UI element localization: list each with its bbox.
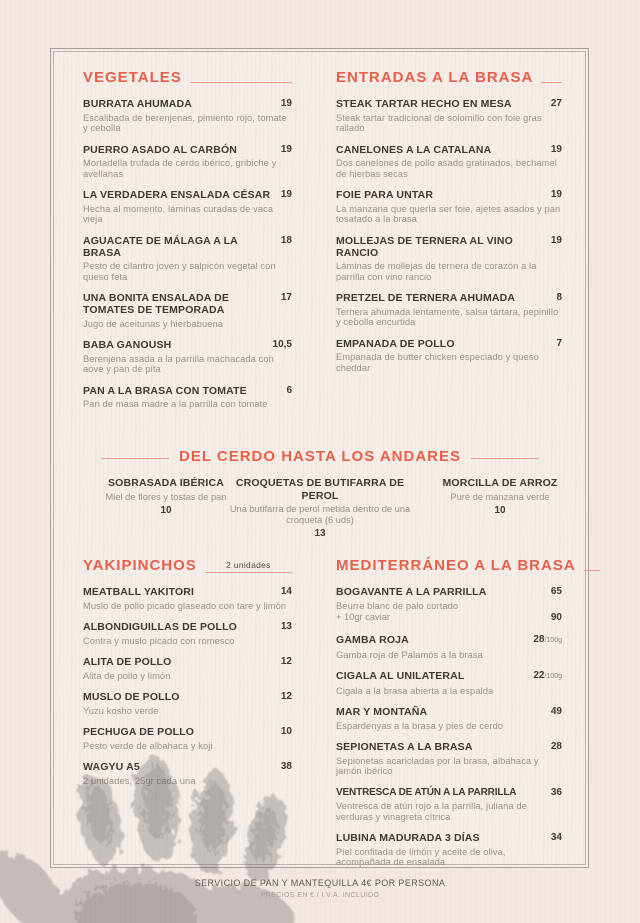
dish-name: BURRATA AHUMADA xyxy=(83,98,192,110)
dish-price: 34 xyxy=(550,832,562,843)
dish-name: MORCILLA DE ARROZ xyxy=(442,477,558,489)
menu-item-header xyxy=(83,144,292,156)
menu-footer xyxy=(0,878,640,899)
bread-service-note: SERVICIO DE PAN Y MANTEQUILLA 4€ POR PERSONA xyxy=(194,878,446,888)
section-header xyxy=(336,557,576,574)
menu-item-header xyxy=(83,691,292,703)
menu-item xyxy=(83,761,292,786)
dish-supplement xyxy=(336,612,562,624)
menu-item-header xyxy=(83,292,292,316)
dish-description: Pesto verde de albahaca y koji xyxy=(83,740,213,751)
dish-price: 17 xyxy=(280,292,292,303)
menu-item-header xyxy=(336,189,562,201)
menu-item xyxy=(412,477,588,516)
dish-description: Escalibada de berenjenas, pimiento rojo, tomate y cebolla xyxy=(83,112,287,133)
dish-description: La manzana que quería ser foie, ajetes asados y pan tosatado a la brasa xyxy=(336,203,561,224)
dish-name: AGUACATE DE MÁLAGA A LA BRASA xyxy=(83,234,238,259)
section-title: YAKIPINCHOS xyxy=(83,557,197,574)
menu-item xyxy=(83,726,292,751)
dish-description: Gamba roja de Palamós a la brasa xyxy=(336,649,483,660)
dish-name: CANELONES A LA CATALANA xyxy=(336,143,492,156)
dish-price: 18 xyxy=(280,234,292,246)
menu-item-header xyxy=(336,832,562,844)
menu-item xyxy=(83,235,292,283)
section-title: MEDITERRÁNEO A LA BRASA xyxy=(336,557,576,574)
menu-item-header xyxy=(336,634,562,647)
section-vegetales xyxy=(83,70,292,420)
dish-price: 22/100g xyxy=(533,670,562,681)
price-unit: /100g xyxy=(544,637,562,644)
menu-item-header xyxy=(83,235,292,259)
dish-name: LUBINA MADURADA 3 DÍAS xyxy=(336,832,480,844)
dish-description: 2 unidades, 25gr cada una xyxy=(83,775,196,786)
dish-description: Contra y muslo picado con romesco xyxy=(83,635,235,646)
menu-item-header xyxy=(336,706,562,718)
menu-item-header xyxy=(336,338,562,350)
menu-item xyxy=(336,741,562,777)
menu-item xyxy=(336,706,562,731)
menu-item-header xyxy=(336,787,562,799)
menu-item xyxy=(83,189,292,225)
menu-item xyxy=(83,385,292,410)
dish-description: Una butifarra de perol metida dentro de una croqueta (6 uds) xyxy=(229,504,411,525)
dish-description: Mortadella trufada de cerdo ibérico, gribiche y avellanas xyxy=(83,158,277,179)
section-yakipinchos xyxy=(83,558,292,796)
dish-name: SEPIONETAS A LA BRASA xyxy=(336,741,473,753)
dish-description: Láminas de mollejas de ternera de corazón a la parrilla con vino rancio xyxy=(336,261,537,282)
menu-item xyxy=(336,832,562,868)
menu-item xyxy=(336,787,562,823)
menu-item xyxy=(336,292,562,328)
dish-name: UNA BONITA ENSALADA DE TOMATES DE TEMPORADA xyxy=(83,292,230,316)
dish-description: Beurre blanc de palo cortado xyxy=(336,600,459,611)
section-underline xyxy=(541,82,562,83)
dish-price: 12 xyxy=(280,691,292,702)
section-header-cerdo xyxy=(60,449,580,464)
supplement-text: + 10gr caviar xyxy=(336,612,391,622)
menu-item-header xyxy=(83,621,292,633)
dish-description: Hecha al momento, láminas curadas de vaca vieja xyxy=(83,203,274,224)
dish-price: 12 xyxy=(280,656,292,667)
dish-description: Cigala a la brasa abierta a la espalda xyxy=(336,685,494,696)
dish-price: 6 xyxy=(286,384,292,396)
section-title: DEL CERDO HASTA LOS ANDARES xyxy=(178,448,461,465)
dish-description: Pan de masa madre a la parrilla con tomate xyxy=(83,399,268,409)
dish-price: 10,5 xyxy=(272,339,292,350)
dish-name: EMPANADA DE POLLO xyxy=(336,337,455,350)
dish-name: FOIE PARA UNTAR xyxy=(336,189,434,201)
dish-name: ALITA DE POLLO xyxy=(83,656,172,668)
dish-price: 19 xyxy=(280,143,292,155)
dish-name: VENTRESCA DE ATÚN A LA PARRILLA xyxy=(336,786,517,798)
dish-description: Jugo de aceitunas y hierbabuena xyxy=(83,318,224,329)
dish-price: 10 xyxy=(280,726,292,737)
menu-item xyxy=(83,144,292,180)
dish-price: 36 xyxy=(550,786,562,798)
vat-note: PRECIOS EN € / I.V.A. INCLUIDO xyxy=(260,892,380,899)
dish-price: 19 xyxy=(280,189,292,200)
dish-price: 38 xyxy=(280,761,292,772)
dish-description: Piel confitada de limón y aceite de oliva, acompañada de ensalada xyxy=(336,846,506,867)
dish-description: Pesto de cilantro joven y salpicón vegetal con queso feta xyxy=(83,261,276,282)
menu-item xyxy=(83,691,292,716)
dish-name: PECHUGA DE POLLO xyxy=(83,726,195,738)
menu-item-header xyxy=(83,656,292,668)
dish-name: CROQUETAS DE BUTIFARRA DE PEROL xyxy=(235,477,405,502)
menu-item xyxy=(336,189,562,225)
menu-item-header xyxy=(336,98,562,110)
dish-price: 19 xyxy=(550,189,562,200)
dish-price: 28 xyxy=(550,741,562,752)
dish-name: WAGYU A5 xyxy=(83,761,140,773)
dish-description: Empanada de butter chicken especiado y queso cheddar xyxy=(336,352,539,373)
dish-name: SOBRASADA IBÉRICA xyxy=(108,477,224,489)
dish-name: STEAK TARTAR HECHO EN MESA xyxy=(336,98,512,110)
menu-item xyxy=(336,634,562,660)
units-label: 2 unidades xyxy=(226,560,271,570)
menu-item-header xyxy=(83,726,292,738)
dish-name: PUERRO ASADO AL CARBÓN xyxy=(83,143,238,156)
menu-item xyxy=(83,98,292,134)
dish-description: Alita de pollo y limón xyxy=(83,670,171,681)
section-header xyxy=(83,558,292,573)
dish-description: Muslo de pollo picado glaseado con tare y limón xyxy=(83,600,287,611)
dish-name: CIGALA AL UNILATERAL xyxy=(336,670,465,682)
dish-description: Miel de flores y tostas de pan xyxy=(105,491,227,502)
dish-price: 7 xyxy=(556,337,562,349)
dish-price: 19 xyxy=(280,98,292,109)
header-rule-right xyxy=(471,458,539,459)
dish-name: MAR Y MONTAÑA xyxy=(336,706,428,718)
dish-name: LA VERDADERA ENSALADA CÉSAR xyxy=(83,189,271,201)
dish-name: ALBONDIGUILLAS DE POLLO xyxy=(83,621,237,633)
section-title: VEGETALES xyxy=(83,69,182,86)
dish-name: MUSLO DE POLLO xyxy=(83,691,180,703)
supplement-price: 90 xyxy=(550,612,562,623)
menu-item-header xyxy=(336,235,562,259)
menu-item-header xyxy=(336,292,562,304)
dish-name: PRETZEL DE TERNERA AHUMADA xyxy=(336,292,516,304)
header-rule-left xyxy=(101,458,169,459)
dish-description: Berenjena asada a la parrilla machacada con aove y pan de pita xyxy=(83,353,274,374)
menu-item-header xyxy=(336,586,562,598)
dish-price: 27 xyxy=(550,98,562,109)
menu-item-header xyxy=(336,670,562,683)
menu-item-header xyxy=(83,586,292,598)
menu-item xyxy=(336,235,562,283)
section-header xyxy=(336,70,562,85)
dish-price: 8 xyxy=(556,292,562,303)
dish-price: 14 xyxy=(280,586,292,597)
dish-name: GAMBA ROJA xyxy=(336,634,409,646)
dish-price: 19 xyxy=(550,143,562,155)
units-note xyxy=(205,560,292,573)
menu-item-header xyxy=(83,385,292,397)
dish-name: PAN A LA BRASA CON TOMATE xyxy=(83,384,247,397)
dish-price: 28/100g xyxy=(533,634,562,645)
dish-name: BOGAVANTE A LA PARRILLA xyxy=(336,586,487,598)
dish-price: 13 xyxy=(280,621,292,632)
dish-name: MEATBALL YAKITORI xyxy=(83,586,195,598)
menu-item-header xyxy=(83,98,292,110)
menu-item xyxy=(336,338,562,374)
dish-description: Dos canelones de pollo asado gratinados, bechamel de hierbas secas xyxy=(336,158,557,179)
dish-name: BABA GANOUSH xyxy=(83,339,172,351)
dish-description: Steak tartar tradicional de solomillo con foie gras rallado xyxy=(336,112,542,133)
dish-description: Ventresca de atún rojo a la parrilla, juliana de verduras y vinagreta cítrica xyxy=(336,801,527,822)
menu-item xyxy=(83,586,292,611)
dish-price: 13 xyxy=(314,528,326,539)
dish-description: Sepionetas acariciadas por la brasa, albahaca y jamón ibérico xyxy=(336,755,539,776)
menu-item xyxy=(336,98,562,134)
menu-item-header xyxy=(83,339,292,351)
dish-price: 49 xyxy=(550,706,562,717)
section-title: ENTRADAS A LA BRASA xyxy=(336,69,534,86)
section-underline xyxy=(190,82,292,83)
dish-price: 19 xyxy=(550,234,562,246)
menu-item xyxy=(336,586,562,624)
dish-name: MOLLEJAS DE TERNERA AL VINO RANCIO xyxy=(336,234,513,259)
section-underline xyxy=(205,572,292,573)
menu-item xyxy=(83,656,292,681)
dish-price: 10 xyxy=(494,504,506,516)
section-underline xyxy=(584,570,600,571)
menu-item xyxy=(222,477,418,539)
dish-price: 10 xyxy=(160,504,172,516)
menu-item xyxy=(83,292,292,329)
dish-description: Yuzu kosho verde xyxy=(83,705,159,716)
dish-description: Espardenyas a la brasa y pies de cerdo xyxy=(336,720,504,731)
menu-item-header xyxy=(336,741,562,753)
dish-description: Ternera ahumada lentamente, salsa tártara, pepinillo y cebolla encurtida xyxy=(336,306,559,327)
menu-item-header xyxy=(83,189,292,201)
dish-price: 65 xyxy=(550,586,562,597)
dish-description: Puré de manzana verde xyxy=(450,491,550,502)
menu-item xyxy=(336,670,562,696)
price-unit: /100g xyxy=(544,673,562,680)
menu-item-header xyxy=(336,144,562,156)
section-header xyxy=(83,70,292,85)
section-entradas xyxy=(336,70,562,383)
menu-item xyxy=(83,339,292,375)
menu-item xyxy=(83,621,292,646)
menu-item-header xyxy=(83,761,292,773)
menu-item xyxy=(336,144,562,180)
section-mediterraneo xyxy=(336,557,576,878)
